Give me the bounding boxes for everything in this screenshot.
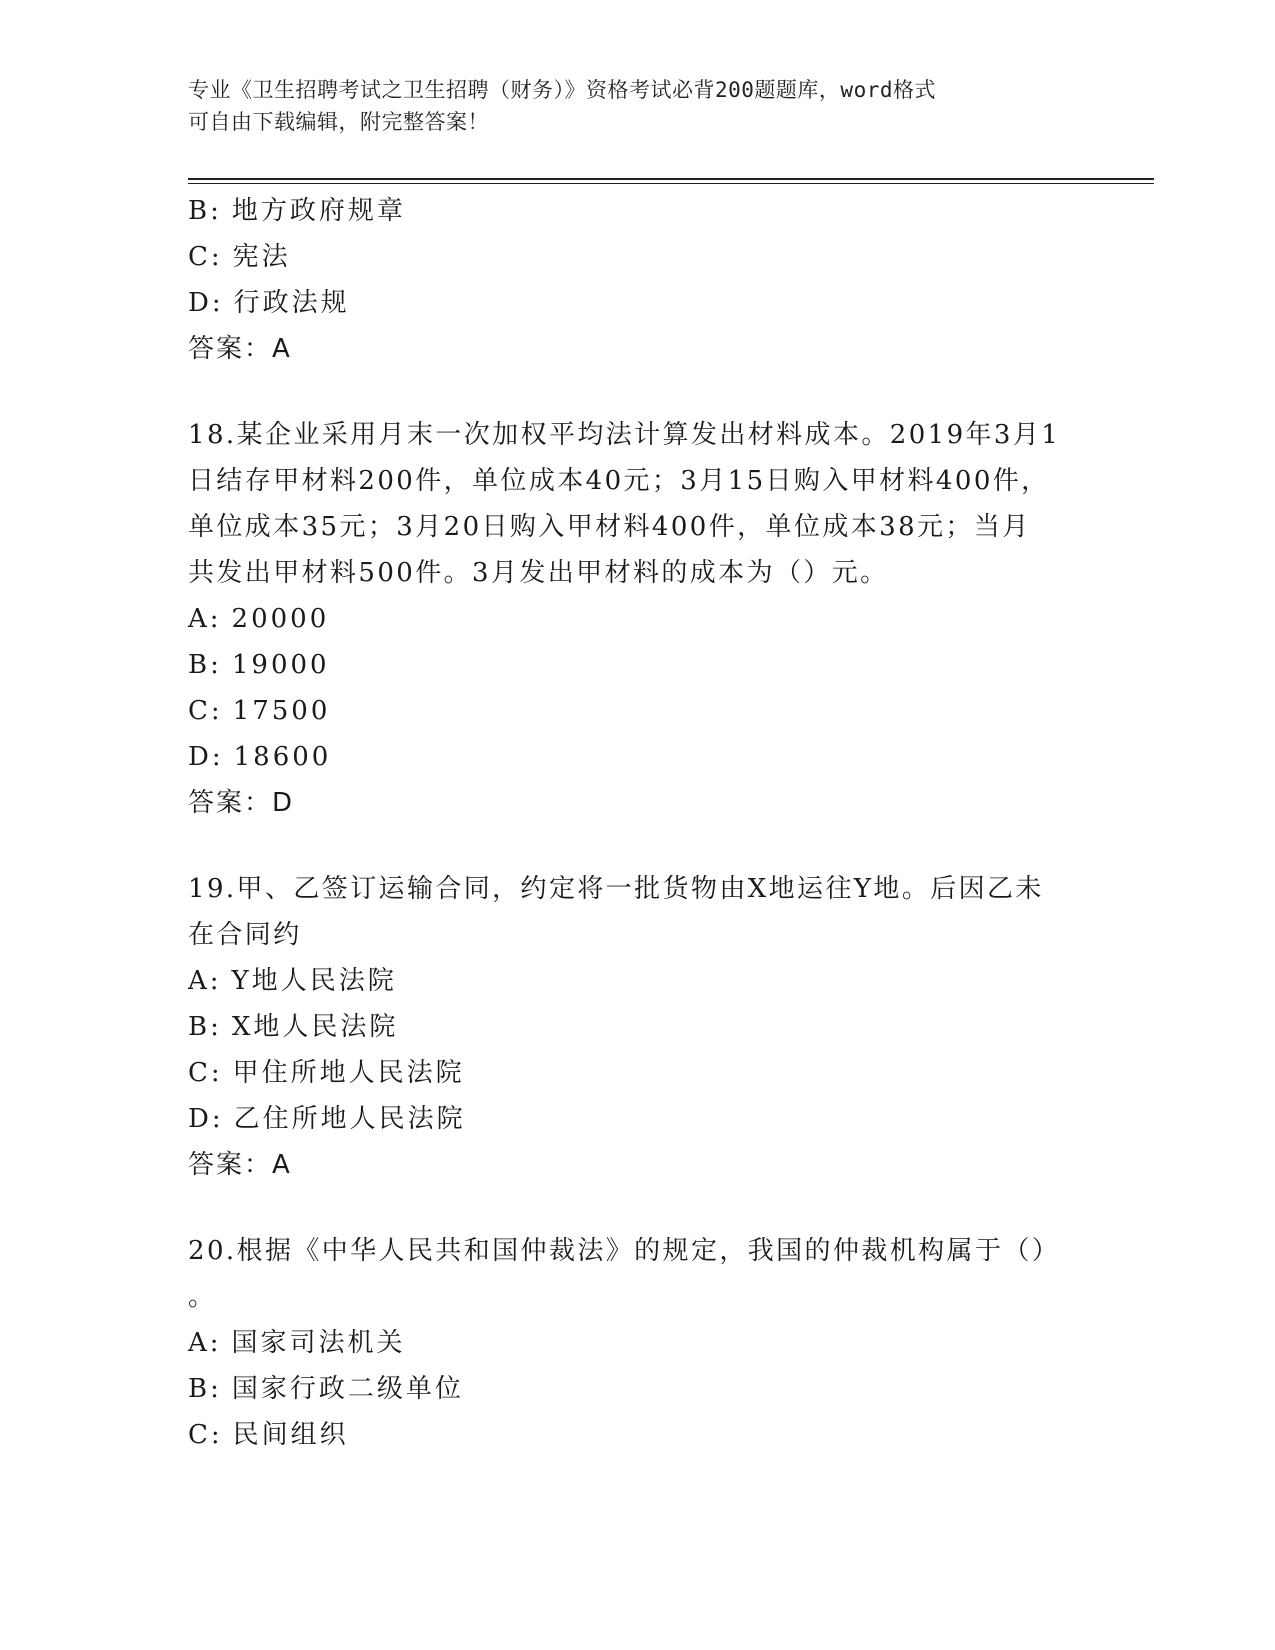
document-header [188, 74, 1068, 138]
question-spacer [188, 826, 1088, 866]
option-a [188, 958, 1088, 1004]
option-c [188, 234, 1088, 280]
answer-line: 答案：D [188, 788, 295, 818]
option-d [188, 280, 1088, 326]
question-spacer [188, 1188, 1088, 1228]
stem-line: 共发出甲材料500件。3月发出甲材料的成本为（）元。 [188, 558, 889, 588]
option-b [188, 188, 1088, 234]
option-d [188, 1096, 1088, 1142]
option-letter: D: [188, 742, 224, 772]
stem-line: 单位成本35元；3月20日购入甲材料400件，单位成本38元；当月 [188, 512, 1031, 542]
question-stem [188, 1228, 1088, 1320]
option-letter: C: [188, 1058, 223, 1088]
option-c [188, 1050, 1088, 1096]
option-text: 甲住所地人民法院 [232, 1058, 465, 1088]
option-letter: B: [188, 1374, 222, 1404]
option-letter: C: [188, 242, 223, 272]
question-stem [188, 412, 1088, 596]
stem-line: 。 [188, 1282, 217, 1312]
option-a [188, 596, 1088, 642]
option-letter: B: [188, 650, 222, 680]
option-c [188, 1412, 1088, 1458]
option-letter: A: [188, 966, 222, 996]
header-line-2: 可自由下载编辑，附完整答案！ [188, 110, 489, 134]
stem-line: 20.根据《中华人民共和国仲裁法》的规定，我国的仲裁机构属于（） [188, 1236, 1061, 1266]
header-rule-thin [188, 183, 1154, 184]
option-text: 17500 [232, 696, 331, 726]
stem-line: 日结存甲材料200件，单位成本40元；3月15日购入甲材料400件， [188, 466, 1050, 496]
header-line-1: 专业《卫生招聘考试之卫生招聘（财务）》资格考试必背200题题库，word格式 [188, 78, 936, 102]
option-b [188, 1366, 1088, 1412]
header-rule-thick [188, 178, 1154, 180]
question-17-tail [188, 188, 1088, 372]
question-stem [188, 866, 1088, 958]
option-letter: A: [188, 604, 222, 634]
stem-line: 19.甲、乙签订运输合同，约定将一批货物由X地运往Y地。后因乙未 [188, 874, 1044, 904]
option-text: 18600 [233, 742, 332, 772]
option-text: 19000 [231, 650, 330, 680]
question-18 [188, 412, 1088, 826]
option-text: 宪法 [232, 242, 291, 272]
option-text: Y地人民法院 [231, 966, 397, 996]
option-text: X地人民法院 [231, 1012, 399, 1042]
option-b [188, 642, 1088, 688]
stem-line: 在合同约 [188, 920, 302, 950]
stem-line: 18.某企业采用月末一次加权平均法计算发出材料成本。2019年3月1 [188, 420, 1061, 450]
option-a [188, 1320, 1088, 1366]
option-letter: C: [188, 1420, 223, 1450]
answer-line: 答案：A [188, 1150, 292, 1180]
answer-line: 答案：A [188, 334, 292, 364]
option-text: 20000 [231, 604, 330, 634]
option-text: 国家司法机关 [231, 1328, 406, 1358]
question-content [188, 188, 1088, 1458]
question-19 [188, 866, 1088, 1188]
option-text: 国家行政二级单位 [231, 1374, 464, 1404]
option-letter: A: [188, 1328, 222, 1358]
option-letter: B: [188, 196, 222, 226]
option-b [188, 1004, 1088, 1050]
option-d [188, 734, 1088, 780]
option-text: 行政法规 [233, 288, 350, 318]
option-letter: D: [188, 1104, 224, 1134]
option-text: 乙住所地人民法院 [233, 1104, 466, 1134]
question-20 [188, 1228, 1088, 1458]
option-letter: D: [188, 288, 224, 318]
question-spacer [188, 372, 1088, 412]
option-letter: C: [188, 696, 223, 726]
option-text: 民间组织 [232, 1420, 349, 1450]
option-text: 地方政府规章 [231, 196, 406, 226]
option-c [188, 688, 1088, 734]
option-letter: B: [188, 1012, 222, 1042]
